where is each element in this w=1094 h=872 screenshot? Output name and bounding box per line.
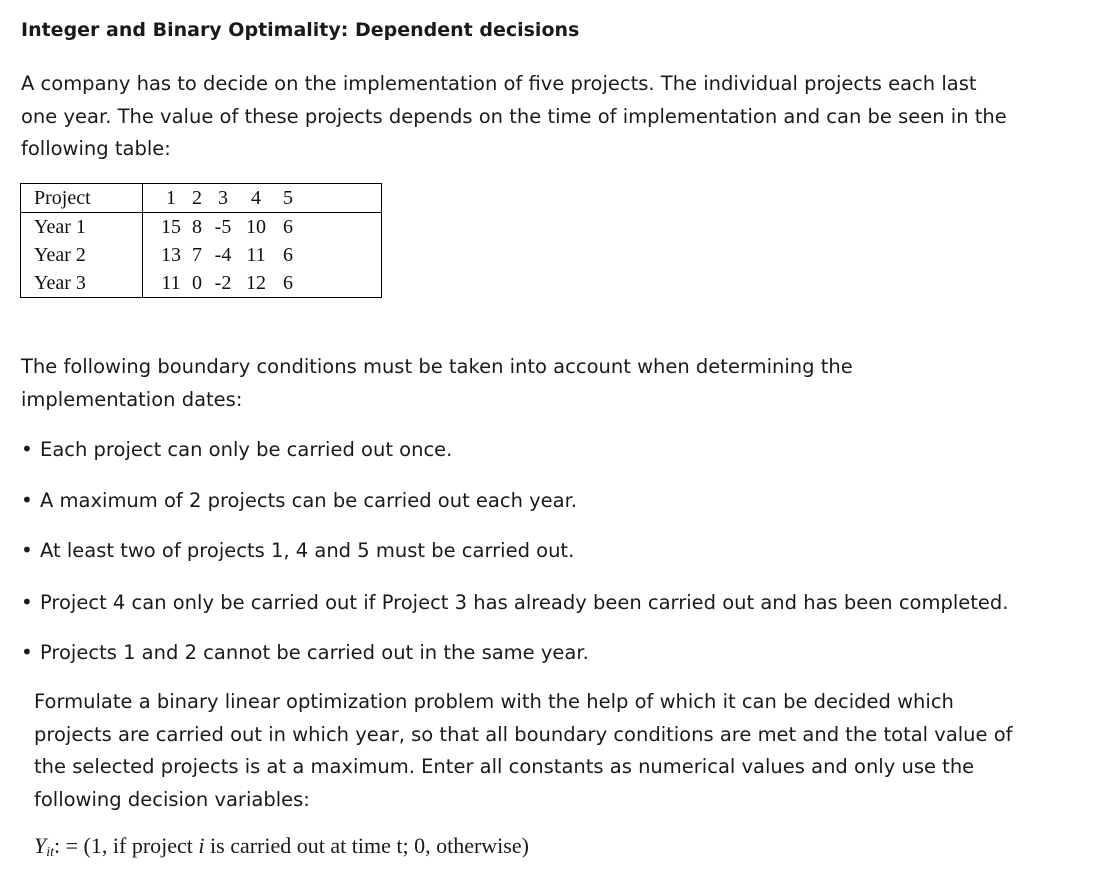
row-label: Year 2 [21, 241, 143, 269]
table-cell: -5 [214, 216, 232, 238]
intro-line: following table: [21, 137, 171, 160]
variable-subscript: it [46, 845, 55, 860]
table-cell: 11 [161, 272, 181, 294]
condition-item [21, 538, 574, 562]
table-cell: 7 [192, 244, 202, 266]
task-line: the selected projects is at a maximum. Enter all constants as numerical values and only use the [34, 755, 975, 778]
conditions-intro [21, 351, 1061, 416]
condition-text: At least two of projects 1, 4 and 5 must be carried out. [40, 539, 575, 562]
row-label: Year 3 [21, 269, 143, 298]
project-number: 2 [192, 187, 202, 209]
table-header-row [21, 184, 382, 213]
table-row [21, 241, 382, 269]
table-cell: 15 [161, 216, 181, 238]
variable-symbol: Y [34, 833, 47, 858]
intro-line: one year. The value of these projects depends on the time of implementation and can be seen in the [21, 104, 1007, 128]
table-cell: -2 [214, 272, 232, 294]
variable-index: i [198, 833, 205, 858]
table-header-projects [143, 184, 382, 213]
row-label: Year 1 [21, 213, 143, 242]
bullet-icon: • [21, 538, 33, 562]
condition-text: A maximum of 2 projects can be carried out each year. [40, 489, 578, 512]
conditions-intro-line: implementation dates: [21, 387, 243, 411]
variable-definition-end: is carried out at time t; 0, otherwise) [204, 833, 529, 858]
table-cell: 10 [246, 216, 266, 238]
intro-paragraph [21, 68, 1061, 166]
variable-definition-start: : = (1, if project [54, 833, 199, 858]
project-number: 5 [283, 187, 293, 209]
table-cell: 12 [246, 272, 266, 294]
table-cell: 6 [283, 216, 293, 238]
table-cell: 11 [246, 244, 266, 266]
project-number: 1 [166, 187, 176, 209]
table-cell: 6 [283, 272, 293, 294]
table-cell: 13 [161, 244, 181, 266]
task-line: following decision variables: [34, 787, 310, 811]
condition-item [21, 437, 452, 461]
condition-text: Each project can only be carried out once. [40, 438, 453, 461]
condition-item [21, 590, 1009, 614]
condition-text: Projects 1 and 2 cannot be carried out in the same year. [40, 641, 589, 664]
table-cell: -4 [214, 244, 232, 266]
task-line: Formulate a binary linear optimization problem with the help of which it can be decided which [34, 690, 954, 713]
table-cell: 6 [283, 244, 293, 266]
condition-item [21, 488, 577, 512]
row-values [143, 269, 382, 298]
project-number: 3 [218, 187, 228, 209]
page-title: Integer and Binary Optimality: Dependent decisions [21, 19, 580, 41]
table-cell: 8 [192, 216, 202, 238]
task-line: projects are carried out in which year, so that all boundary conditions are met and the total value of [34, 722, 1013, 746]
bullet-icon: • [21, 590, 33, 614]
task-paragraph [34, 686, 1074, 816]
bullet-icon: • [21, 437, 33, 461]
table-row [21, 269, 382, 298]
project-value-table [20, 183, 382, 298]
table-row [21, 213, 382, 242]
condition-item [21, 640, 589, 664]
bullet-icon: • [21, 488, 33, 512]
row-values [143, 241, 382, 269]
project-number: 4 [251, 187, 261, 209]
decision-variable-definition [34, 833, 529, 861]
bullet-icon: • [21, 640, 33, 664]
table-cell: 0 [192, 272, 202, 294]
intro-line: A company has to decide on the implementation of five projects. The individual projects each last [21, 72, 977, 95]
condition-text: Project 4 can only be carried out if Project 3 has already been carried out and has been completed. [40, 591, 1009, 614]
table-header-label: Project [21, 184, 143, 213]
row-values [143, 213, 382, 242]
conditions-intro-line: The following boundary conditions must be taken into account when determining the [21, 355, 853, 378]
